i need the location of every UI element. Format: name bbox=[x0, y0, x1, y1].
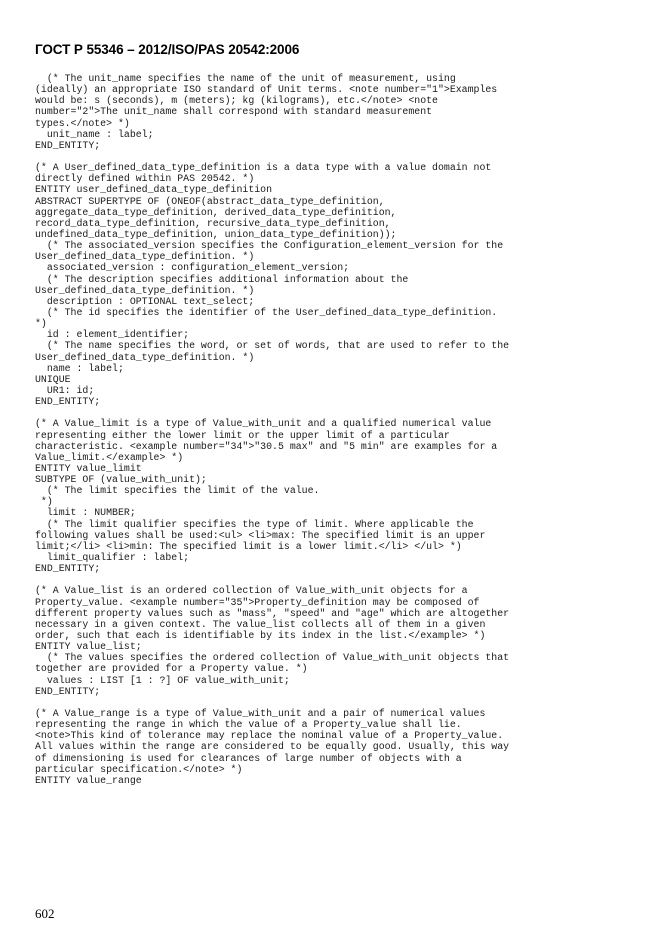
code-line: (* The id specifies the identifier of the User_defined_data_type_definition. bbox=[35, 306, 498, 318]
page-number: 602 bbox=[35, 906, 55, 921]
code-line: (* A Value_range is a type of Value_with_unit and a pair of numerical values bbox=[35, 708, 486, 720]
block-separator bbox=[35, 574, 635, 585]
code-line: User_defined_data_type_definition. *) bbox=[35, 284, 255, 296]
code-line: END_ENTITY; bbox=[35, 563, 101, 575]
code-line: limit;</li> <li>min: The specified limit is a lower limit.</li> </ul> *) bbox=[35, 540, 462, 552]
code-line: (* The name specifies the word, or set of words, that are used to refer to the bbox=[35, 340, 510, 352]
code-line: (* The values specifies the ordered collection of Value_with_unit objects that bbox=[35, 652, 510, 664]
code-line: associated_version : configuration_element_version; bbox=[35, 262, 350, 274]
code-line: unit_name : label; bbox=[35, 128, 154, 140]
code-line: aggregate_data_type_definition, derived_data_type_definition, bbox=[35, 206, 397, 218]
code-line: END_ENTITY; bbox=[35, 139, 101, 151]
code-line: *) bbox=[35, 318, 47, 330]
code-line: (* The unit_name specifies the name of the unit of measurement, using bbox=[35, 73, 456, 84]
code-line: representing either the lower limit or the upper limit of a particular bbox=[35, 429, 450, 441]
code-line: values : LIST [1 : ?] OF value_with_unit; bbox=[35, 674, 290, 686]
block-separator bbox=[35, 151, 635, 162]
code-line: characteristic. <example number="34">"30.5 max" and "5 min" are examples for a bbox=[35, 440, 498, 452]
page-header-title: ГОСТ Р 55346 – 2012/ISO/PAS 20542:2006 bbox=[35, 42, 300, 57]
code-line: name : label; bbox=[35, 362, 124, 374]
code-line: SUBTYPE OF (value_with_unit); bbox=[35, 474, 207, 486]
code-line: undefined_data_type_definition, union_data_type_definition)); bbox=[35, 228, 397, 240]
code-line: UR1: id; bbox=[35, 384, 95, 396]
code-line: necessary in a given context. The value_list collects all of them in a given bbox=[35, 618, 486, 630]
code-line: order, such that each is identifiable by its index in the list.</example> *) bbox=[35, 630, 486, 642]
code-line: record_data_type_definition, recursive_data_type_definition, bbox=[35, 217, 391, 229]
code-line: following values shall be used:<ul> <li>max: The specified limit is an upper bbox=[35, 529, 486, 541]
code-line: number="2">The unit_name shall correspond with standard measurement bbox=[35, 106, 433, 118]
code-line: directly defined within PAS 20542. *) bbox=[35, 173, 255, 185]
code-line: different property values such as "mass", "speed" and "age" which are altogether bbox=[35, 607, 510, 619]
code-line: together are provided for a Property value. *) bbox=[35, 663, 308, 675]
code-line: (* A User_defined_data_type_definition is a data type with a value domain not bbox=[35, 162, 492, 174]
block-separator bbox=[35, 407, 635, 418]
code-line: ENTITY value_limit bbox=[35, 462, 142, 474]
code-line: (* The limit qualifier specifies the type of limit. Where applicable the bbox=[35, 518, 474, 530]
code-line: id : element_identifier; bbox=[35, 329, 190, 341]
code-line: (* The limit specifies the limit of the value. bbox=[35, 485, 320, 497]
code-line: ABSTRACT SUPERTYPE OF (ONEOF(abstract_data_type_definition, bbox=[35, 195, 385, 207]
code-line: particular specification.</note> *) bbox=[35, 763, 243, 775]
code-line: (* A Value_limit is a type of Value_with_unit and a qualified numerical value bbox=[35, 418, 492, 430]
code-line: representing the range in which the value of a Property_value shall lie. bbox=[35, 719, 462, 731]
code-line: END_ENTITY; bbox=[35, 685, 101, 697]
code-line: limit_qualifier : label; bbox=[35, 552, 190, 564]
block-separator bbox=[35, 697, 635, 708]
code-line: UNIQUE bbox=[35, 373, 71, 385]
code-line: of dimensioning is used for clearances of large number of objects with a bbox=[35, 752, 462, 764]
code-line: END_ENTITY; bbox=[35, 396, 101, 408]
code-line: ENTITY value_list; bbox=[35, 641, 142, 653]
code-line: would be: s (seconds), m (meters); kg (kilograms), etc.</note> <note bbox=[35, 95, 438, 107]
code-line: User_defined_data_type_definition. *) bbox=[35, 351, 255, 363]
code-line: (* The associated_version specifies the Configuration_element_version for the bbox=[35, 240, 504, 252]
code-line: (* A Value_list is an ordered collection of Value_with_unit objects for a bbox=[35, 585, 468, 597]
code-line: ENTITY user_defined_data_type_definition bbox=[35, 184, 273, 196]
code-line: (* The description specifies additional information about the bbox=[35, 273, 409, 285]
code-line: ENTITY value_range bbox=[35, 774, 142, 786]
code-line: <note>This kind of tolerance may replace the nominal value of a Property_value. bbox=[35, 730, 504, 742]
code-line: description : OPTIONAL text_select; bbox=[35, 295, 255, 307]
code-line: All values within the range are considered to be equally good. Usually, this way bbox=[35, 741, 510, 753]
code-line: limit : NUMBER; bbox=[35, 507, 136, 519]
code-line: types.</note> *) bbox=[35, 117, 130, 129]
code-line: *) bbox=[35, 496, 53, 508]
code-line: Property_value. <example number="35">Property_definition may be composed of bbox=[35, 596, 480, 608]
code-line: Value_limit.</example> *) bbox=[35, 451, 184, 463]
code-line: (ideally) an appropriate ISO standard of Unit terms. <note number="1">Examples bbox=[35, 84, 498, 96]
express-code-listing bbox=[35, 73, 635, 786]
code-line: User_defined_data_type_definition. *) bbox=[35, 251, 255, 263]
